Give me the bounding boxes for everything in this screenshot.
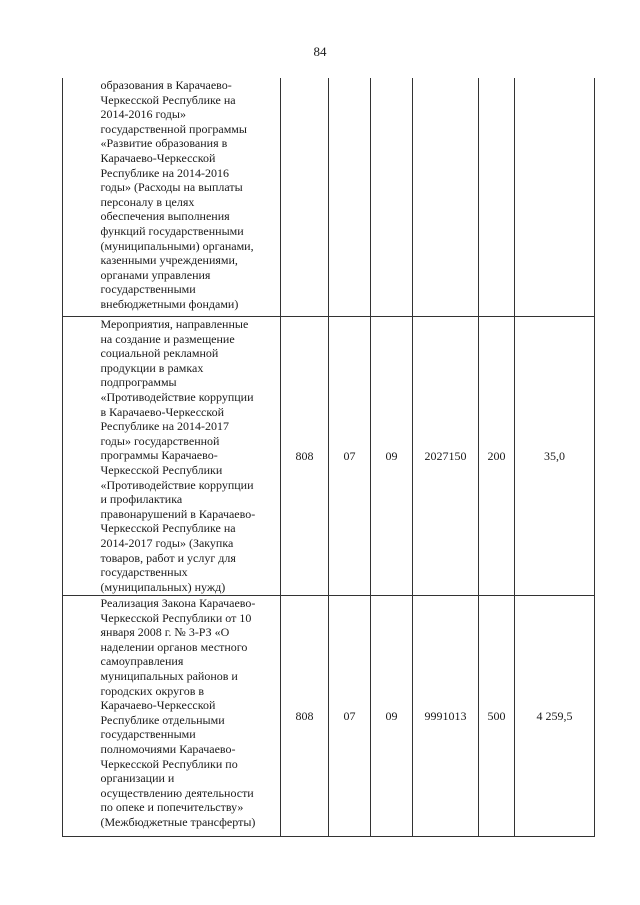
- empty-cell: [63, 78, 99, 317]
- empty-cell: [63, 596, 99, 837]
- subsection-cell: [371, 78, 413, 317]
- table-row: [63, 596, 595, 837]
- expense-type-cell: 500: [479, 596, 515, 837]
- ministry-cell: 808: [281, 317, 329, 596]
- expense-type-cell: [479, 78, 515, 317]
- amount-cell: 4 259,5: [515, 596, 595, 837]
- table-row: [63, 78, 595, 317]
- ministry-cell: 808: [281, 596, 329, 837]
- section-cell: 07: [329, 596, 371, 837]
- section-cell: [329, 78, 371, 317]
- row-name: образования в Карачаево- Черкесской Республике на 2014-2016 годы» государственной программы «Развитие образования в Карачаево-Черкесской Республике на 2014-2016 годы» (Расходы на выплаты персоналу в целях обеспечения выполнения функций государственными (муниципальными) органами, казенными учреждениями, органами управления государственными внебюджетными фондами): [99, 78, 281, 317]
- expense-type-cell: 200: [479, 317, 515, 596]
- row-name: Мероприятия, направленные на создание и размещение социальной рекламной продукции в рамках подпрограммы «Противодействие коррупции в Карачаево-Черкесской Республике на 2014-2017 годы» государственной программы Карачаево- Черкесской Республики «Противодействие коррупции и профилактика правонарушений в Карачаево- Черкесской Республике на 2014-2017 годы» (Закупка товаров, работ и услуг для государственных (муниципальных) нужд): [99, 317, 281, 596]
- budget-table: [62, 78, 595, 837]
- table-row: [63, 317, 595, 596]
- ministry-cell: [281, 78, 329, 317]
- subsection-cell: 09: [371, 596, 413, 837]
- subsection-cell: 09: [371, 317, 413, 596]
- section-cell: 07: [329, 317, 371, 596]
- target-article-cell: [413, 78, 479, 317]
- row-name: Реализация Закона Карачаево- Черкесской Республики от 10 января 2008 г. № 3-РЗ «О наделении органов местного самоуправления муниципальных районов и городских округов в Карачаево-Черкесской Республике отдельными государственными полномочиями Карачаево- Черкесской Республики по организации и осуществлению деятельности по опеке и попечительству» (Межбюджетные трансферты): [99, 596, 281, 837]
- amount-cell: [515, 78, 595, 317]
- empty-cell: [63, 317, 99, 596]
- target-article-cell: 2027150: [413, 317, 479, 596]
- amount-cell: 35,0: [515, 317, 595, 596]
- page-number: 84: [313, 44, 327, 59]
- target-article-cell: 9991013: [413, 596, 479, 837]
